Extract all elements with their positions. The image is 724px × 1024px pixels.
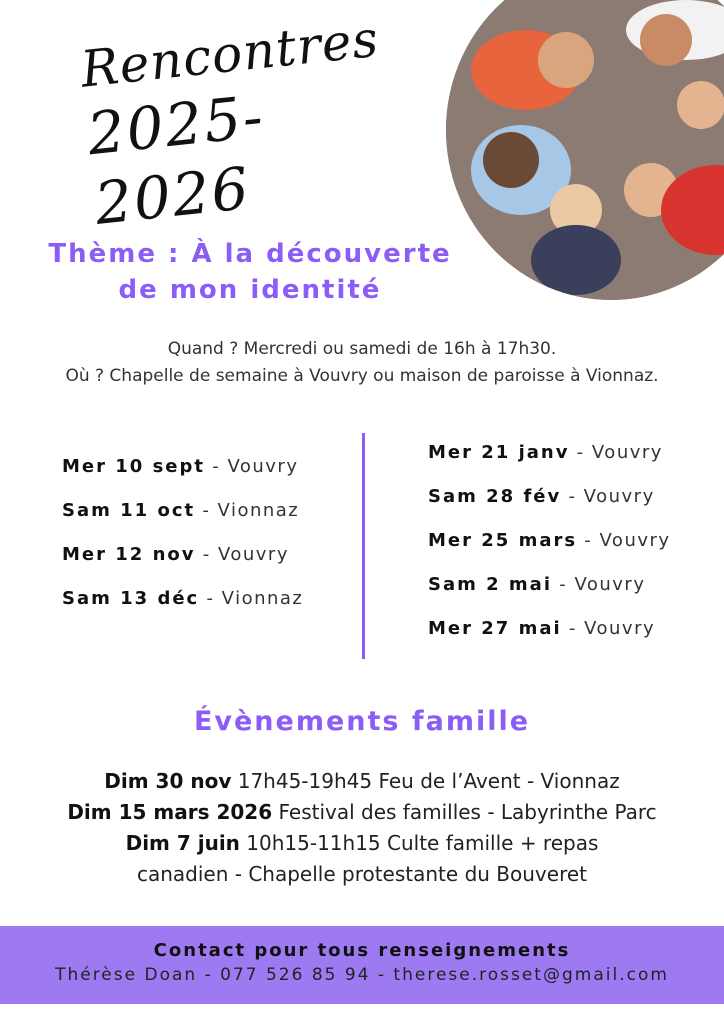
event-date: Dim 15 mars 2026 <box>67 800 273 824</box>
theme-line-2: de mon identité <box>118 275 382 305</box>
column-divider <box>362 433 365 659</box>
page-title <box>78 6 427 239</box>
date-row <box>428 574 671 618</box>
event-item <box>0 766 724 797</box>
date-label: Sam 11 oct <box>62 500 196 521</box>
date-place: - Vouvry <box>577 530 671 551</box>
date-row <box>428 442 671 486</box>
event-item <box>0 797 724 828</box>
date-place: - Vouvry <box>552 574 646 595</box>
contact-details: Thérèse Doan - 077 526 85 94 - therese.rosset@gmail.com <box>55 965 669 985</box>
date-label: Sam 13 déc <box>62 588 200 609</box>
event-date: Dim 30 nov <box>104 769 232 793</box>
date-row <box>62 456 303 500</box>
event-item <box>0 828 724 859</box>
events-heading: Évènements famille <box>193 706 531 737</box>
date-label: Mer 21 janv <box>428 442 570 463</box>
title-line-1: Rencontres <box>78 9 382 99</box>
date-row <box>62 588 303 632</box>
event-text: Festival des familles - Labyrinthe Parc <box>272 800 657 824</box>
date-row <box>62 544 303 588</box>
date-place: - Vionnaz <box>199 588 304 609</box>
title-line-2: 2025-2026 <box>84 82 268 238</box>
date-label: Sam 2 mai <box>428 574 552 595</box>
date-row <box>62 500 303 544</box>
dates-left-column <box>62 456 303 632</box>
date-label: Mer 12 nov <box>62 544 196 565</box>
date-place: - Vouvry <box>195 544 289 565</box>
theme-line-1: Thème : À la découverte <box>48 239 452 269</box>
event-date: Dim 7 juin <box>125 831 240 855</box>
date-place: - Vouvry <box>205 456 299 477</box>
date-row <box>428 486 671 530</box>
date-place: - Vionnaz <box>195 500 300 521</box>
theme-heading <box>0 236 500 308</box>
contact-footer <box>0 926 724 1004</box>
date-place: - Vouvry <box>569 442 663 463</box>
dates-right-column <box>428 442 671 662</box>
date-row <box>428 530 671 574</box>
contact-heading: Contact pour tous renseignements <box>153 940 571 961</box>
info-when: Quand ? Mercredi ou samedi de 16h à 17h30. <box>167 339 557 359</box>
info-where: Où ? Chapelle de semaine à Vouvry ou maison de paroisse à Vionnaz. <box>65 366 659 386</box>
events-list <box>0 766 724 890</box>
date-row <box>428 618 671 662</box>
date-label: Sam 28 fév <box>428 486 562 507</box>
event-item-continued: canadien - Chapelle protestante du Bouveret <box>136 862 587 886</box>
event-text: 17h45-19h45 Feu de l’Avent - Vionnaz <box>231 769 620 793</box>
date-label: Mer 25 mars <box>428 530 578 551</box>
date-place: - Vouvry <box>561 618 656 639</box>
date-place: - Vouvry <box>561 486 655 507</box>
event-text: 10h15-11h15 Culte famille + repas <box>239 831 599 855</box>
date-label: Mer 27 mai <box>428 618 562 639</box>
info-block <box>0 336 724 390</box>
date-label: Mer 10 sept <box>62 456 205 477</box>
